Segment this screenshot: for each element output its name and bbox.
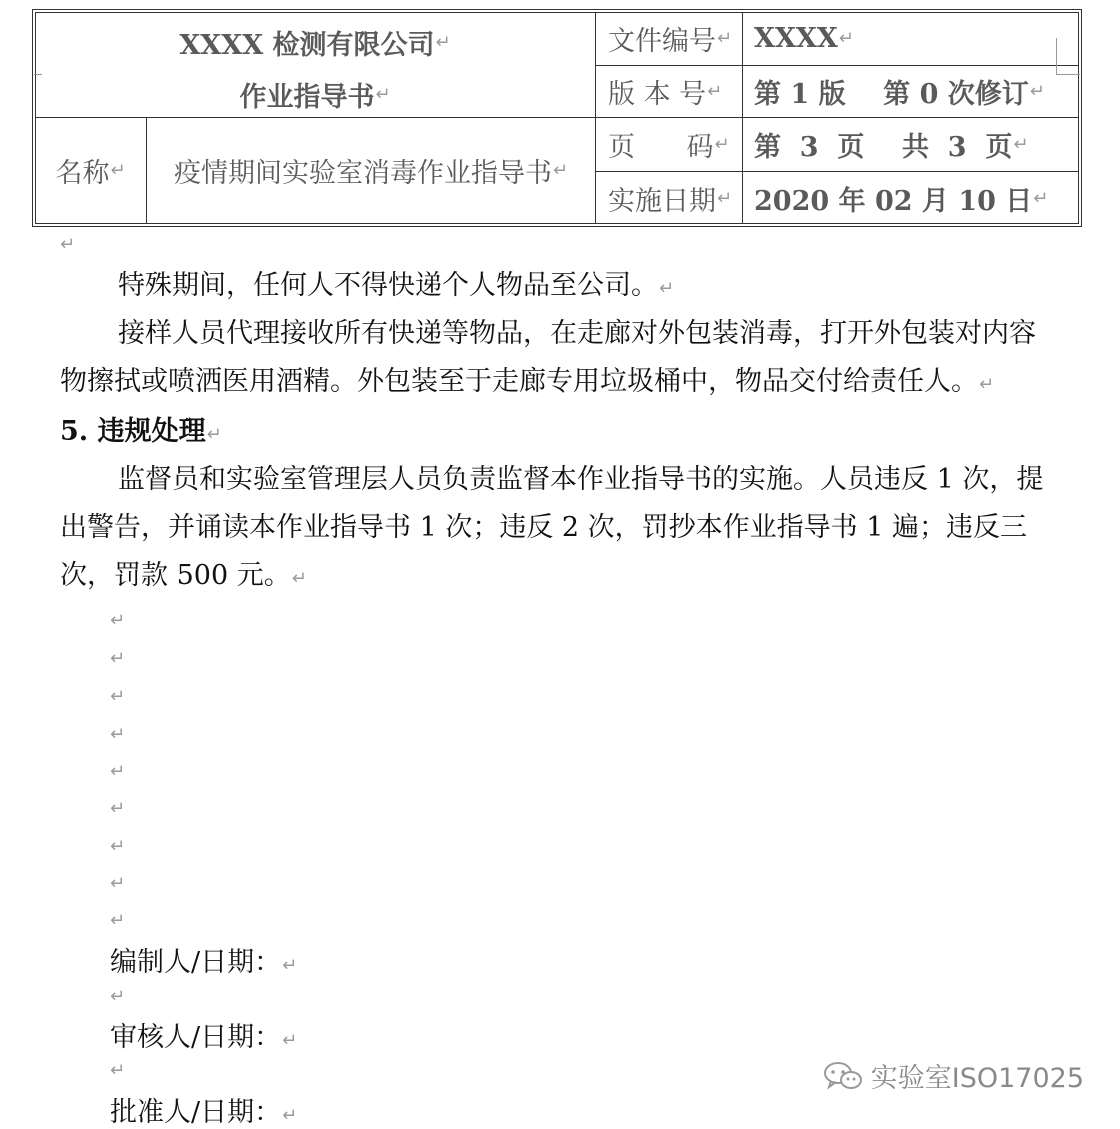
- reviewed-by-line: 审核人/日期： ↵: [110, 1015, 297, 1054]
- watermark-text: 实验室ISO17025: [870, 1063, 1084, 1094]
- paragraph-mark: ↵: [110, 648, 126, 669]
- divider: [742, 12, 743, 224]
- file-number-value: XXXX ↵: [754, 12, 1074, 65]
- paragraph-mark: ↵: [110, 610, 126, 631]
- paragraph-mark: ↵: [110, 986, 126, 1007]
- paragraph-mark: ↵: [60, 234, 76, 255]
- paragraph-mark: ↵: [110, 686, 126, 707]
- paragraph-mark: ↵: [110, 910, 126, 931]
- name-label: 名称 ↵: [35, 117, 146, 224]
- paragraph-mark: ↵: [110, 761, 126, 782]
- divider: [595, 12, 596, 224]
- paragraph-personal-delivery: 特殊期间，任何人不得快递个人物品至公司。 ↵: [60, 262, 1060, 313]
- document-header-table: [32, 9, 1082, 227]
- paragraph-violations: 监督员和实验室管理层人员负责监督本作业指导书的实施。人员违反 1 次，提出警告，并诵读本作业指导书 1 次；违反 2 次，罚抄本作业指导书 1 遍；违反三次，罚款 500 元。 ↵: [60, 456, 1060, 603]
- watermark: [823, 1056, 1084, 1095]
- crop-mark: [1056, 74, 1080, 75]
- page-label: 页 码 ↵: [608, 118, 742, 171]
- paragraph-package-handling: 接样人员代理接收所有快递等物品，在走廊对外包装消毒，打开外包装对内容物擦拭或喷洒医用酒精。外包装至于走廊专用垃圾桶中，物品交付给责任人。 ↵: [60, 310, 1060, 409]
- file-number-label: 文件编号 ↵: [608, 12, 742, 65]
- effective-date-label: 实施日期 ↵: [608, 172, 742, 224]
- company-name: XXXX 检测有限公司 ↵: [35, 19, 595, 65]
- version-value: 第 1 版 第 0 次修订 ↵: [754, 66, 1074, 117]
- document-type: 作业指导书 ↵: [35, 71, 595, 117]
- paragraph-mark: ↵: [110, 836, 126, 857]
- crop-mark: [1056, 38, 1057, 74]
- paragraph-mark: ↵: [110, 724, 126, 745]
- version-label: 版 本 号 ↵: [608, 66, 742, 117]
- paragraph-mark: ↵: [110, 1060, 126, 1081]
- prepared-by-line: 编制人/日期： ↵: [110, 940, 297, 979]
- wechat-icon: [823, 1061, 863, 1091]
- section-title-violations: 5. 违规处理 ↵: [60, 408, 1060, 459]
- paragraph-mark: ↵: [110, 798, 126, 819]
- effective-date-value: 2020 年 02 月 10 日 ↵: [754, 172, 1074, 224]
- page-value: 第 3 页 共 3 页 ↵: [754, 118, 1074, 171]
- paragraph-mark: ↵: [110, 873, 126, 894]
- crop-mark: [34, 74, 42, 75]
- approved-by-line: 批准人/日期： ↵: [110, 1090, 297, 1129]
- name-value: 疫情期间实验室消毒作业指导书 ↵: [147, 117, 595, 224]
